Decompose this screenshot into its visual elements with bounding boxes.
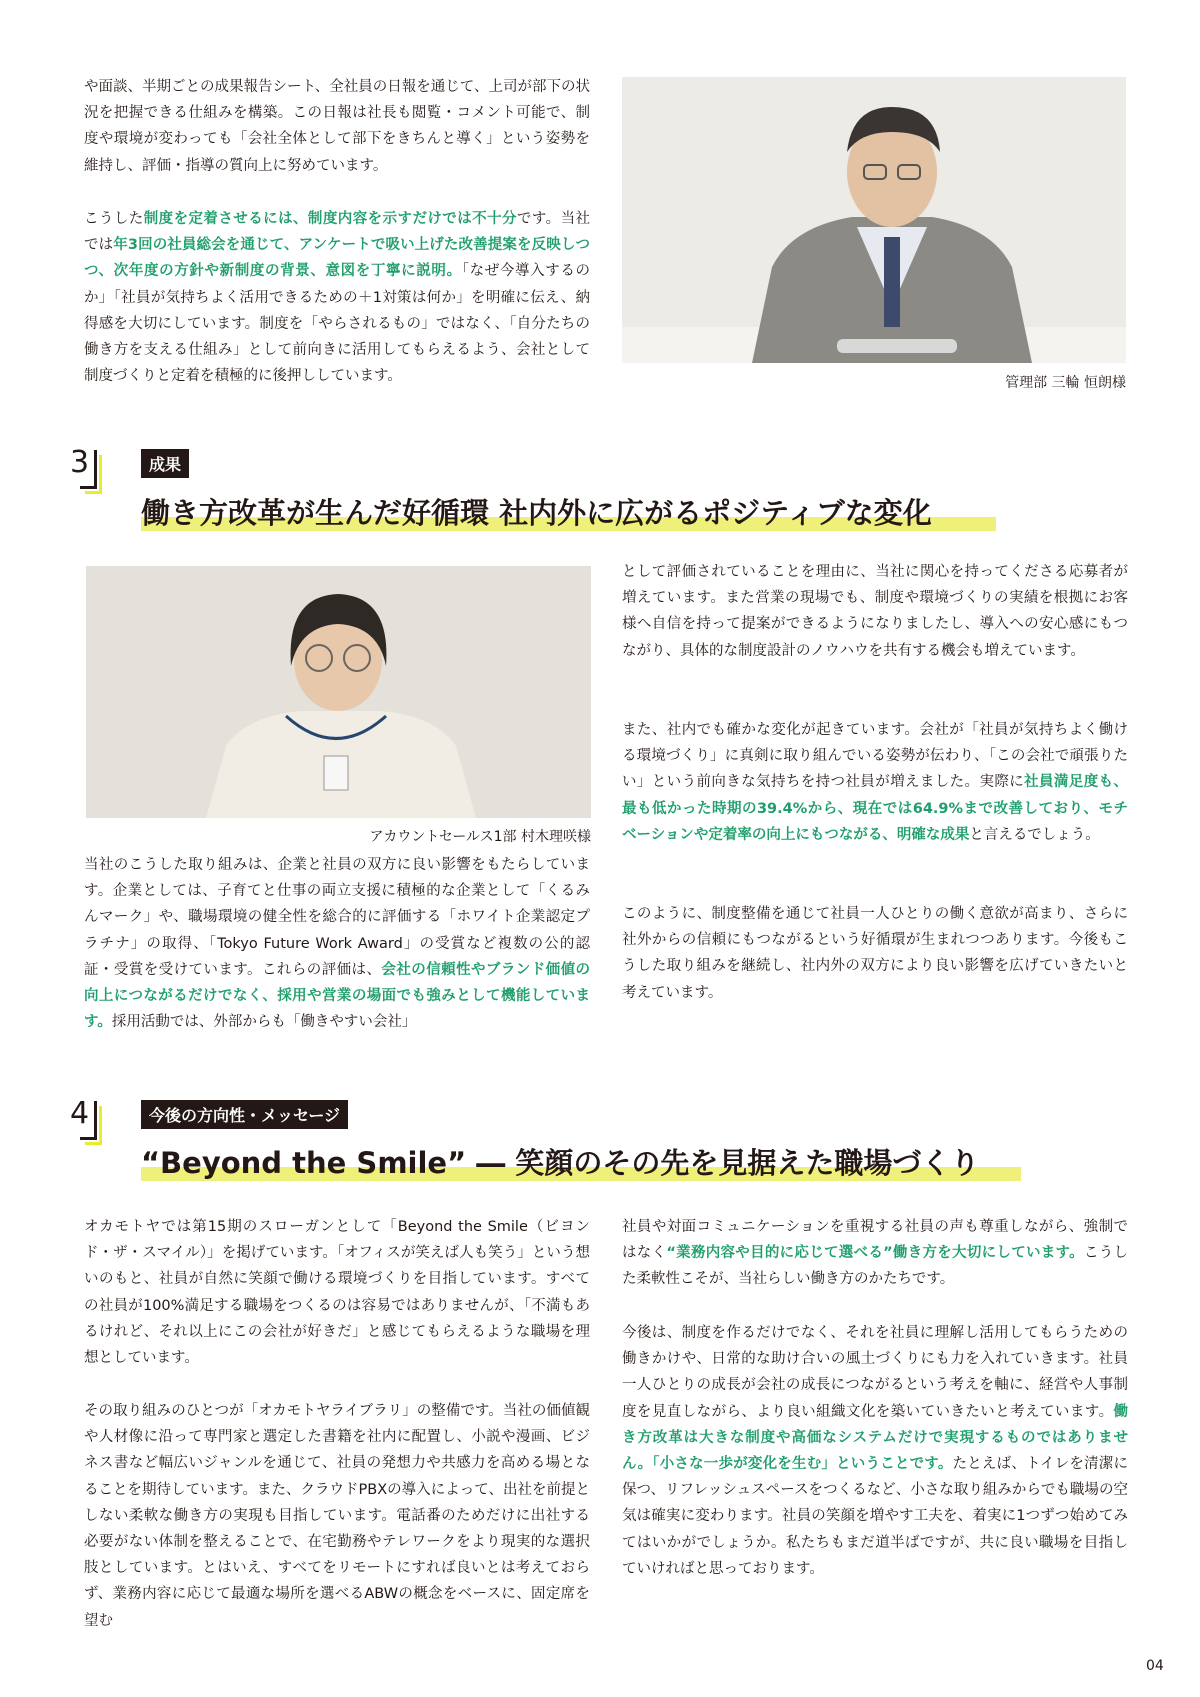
photo-caption-miwa: 管理部 三輪 恒朗様 <box>1005 375 1126 391</box>
section-3-headline: 働き方改革が生んだ好循環 社内外に広がるポジティブな変化 <box>141 496 932 530</box>
intro-paragraph-2: こうした制度を定着させるには、制度内容を示すだけでは不十分です。当社では年3回の社員総会を通じて、アンケートで吸い上げた改善提案を反映しつつ、次年度の方針や新制度の背景、意図を丁寧に説明。「なぜ今導入するのか」「社員が気持ちよく活用できるための＋1対策は何か」を明確に伝え、納得感を大切にしています。制度を「やらされるもの」ではなく、「自分たちの働き方を支える仕組み」として前向きに活用してもらえるよう、会社として制度づくりと定着を積極的に後押ししています。 <box>84 211 591 385</box>
section-4-left-paragraph-1: オカモトヤでは第15期のスローガンとして「Beyond the Smile（ビヨンド・ザ・スマイル）」を掲げています。「オフィスが笑えば人も笑う」という想いのもと、社員が自然に笑顔で働ける環境づくりを目指しています。すべての社員が100%満足する職場をつくるのは容易ではありませんが、「不満もあるけれど、それ以上にこの会社が好きだ」と感じてもらえるような職場を理想としています。 <box>84 1219 591 1367</box>
intro-paragraph-1: や面談、半期ごとの成果報告シート、全社員の日報を通じて、上司が部下の状況を把握できる仕組みを構築。この日報は社長も閲覧・コメント可能で、制度や環境が変わっても「会社全体として部下をきちんと導く」という姿勢を維持し、評価・指導の質向上に努めています。 <box>84 79 590 174</box>
section-3-tag: 成果 <box>141 449 189 478</box>
section-3-left-paragraph: 当社のこうした取り組みは、企業と社員の双方に良い影響をもたらしています。企業としては、子育てと仕事の両立支援に積極的な企業として「くるみんマーク」や、職場環境の健全性を総合的に評価する「ホワイト企業認定プラチナ」の取得、「Tokyo Future Work Award」の受賞など複数の公的認証・受賞を受けています。これらの評価は、会社の信頼性やブランド価値の向上につながるだけでなく、採用や営業の場面でも強みとして機能しています。採用活動では、外部からも「働きやすい会社」 <box>84 857 590 1031</box>
section-4-right-paragraph-2: 今後は、制度を作るだけでなく、それを社員に理解し活用してもらうための働きかけや、日常的な助け合いの風土づくりにも力を入れていきます。社員一人ひとりの成長が会社の成長につながるという考えを軸に、経営や人事制度を見直しながら、より良い組織文化を築いていきたいと考えています。働き方改革は大きな制度や高価なシステムだけで実現するものではありません。「小さな一歩が変化を生む」ということです。たとえば、トイレを清潔に保つ、リフレッシュスペースをつくるなど、小さな取り組みからでも職場の空気は確実に変わります。社員の笑顔を増やす工夫を、着実に1つずつ始めてみてはいかがでしょうか。私たちもまだ道半ばですが、共に良い職場を目指していければと思っております。 <box>622 1325 1128 1577</box>
section-4-right-paragraph-1: 社員や対面コミュニケーションを重視する社員の声も尊重しながら、強制ではなく“業務内容や目的に応じて選べる”働き方を大切にしています。こうした柔軟性こそが、当社らしい働き方のかたちです。 <box>622 1219 1129 1288</box>
photo-caption-muraki: アカウントセールス1部 村木理咲様 <box>369 829 591 845</box>
portrait-woman-illustration <box>86 566 591 818</box>
section-3-number: 3 <box>70 445 90 480</box>
section-3-right-paragraph-1: として評価されていることを理由に、当社に関心を持ってくださる応募者が増えています。また営業の現場でも、制度や環境づくりの実績を根拠にお客様へ自信を持って提案ができるようになりましたし、導入への安心感にもつながり、具体的な制度設計のノウハウを共有する機会も増えています。 <box>622 564 1128 659</box>
section-4-tag: 今後の方向性・メッセージ <box>141 1100 348 1129</box>
section-4-headline: “Beyond the Smile” ― 笑顔のその先を見据えた職場づくり <box>141 1146 980 1180</box>
section-3-right-paragraph-2: また、社内でも確かな変化が起きています。会社が「社員が気持ちよく働ける環境づくり」に真剣に取り組んでいる姿勢が伝わり、「この会社で頑張りたい」という前向きな気持ちを持つ社員が増えました。実際に社員満足度も、最も低かった時期の39.4%から、現在では64.9%まで改善しており、モチベーションや定着率の向上にもつながる、明確な成果と言えるでしょう。 <box>622 722 1129 843</box>
photo-miwa <box>622 77 1126 363</box>
section-4-left-paragraph-2: その取り組みのひとつが「オカモトヤライブラリ」の整備です。当社の価値観や人材像に沿って専門家と選定した書籍を社内に配置し、小説や漫画、ビジネス書など幅広いジャンルを通じて、社員の発想力や共感力を高める場となることを期待しています。また、クラウドPBXの導入によって、出社を前提としない柔軟な働き方の実現も目指しています。電話番のためだけに出社する必要がない体制を整えることで、在宅勤務やテレワークをより現実的な選択肢としています。とはいえ、すべてをリモートにすれば良いとは考えておらず、業務内容に応じて最適な場所を選べるABWの概念をベースに、固定席を望む <box>84 1403 590 1629</box>
section-3-right-paragraph-3: このように、制度整備を通じて社員一人ひとりの働く意欲が高まり、さらに社外からの信頼にもつながるという好循環が生まれつつあります。今後もこうした取り組みを継続し、社内外の双方により良い影響を広げていきたいと考えています。 <box>622 906 1128 1001</box>
photo-muraki <box>86 566 591 818</box>
portrait-man-illustration <box>622 77 1126 363</box>
page-number: 04 <box>1146 1658 1164 1674</box>
section-4-number: 4 <box>70 1096 90 1131</box>
